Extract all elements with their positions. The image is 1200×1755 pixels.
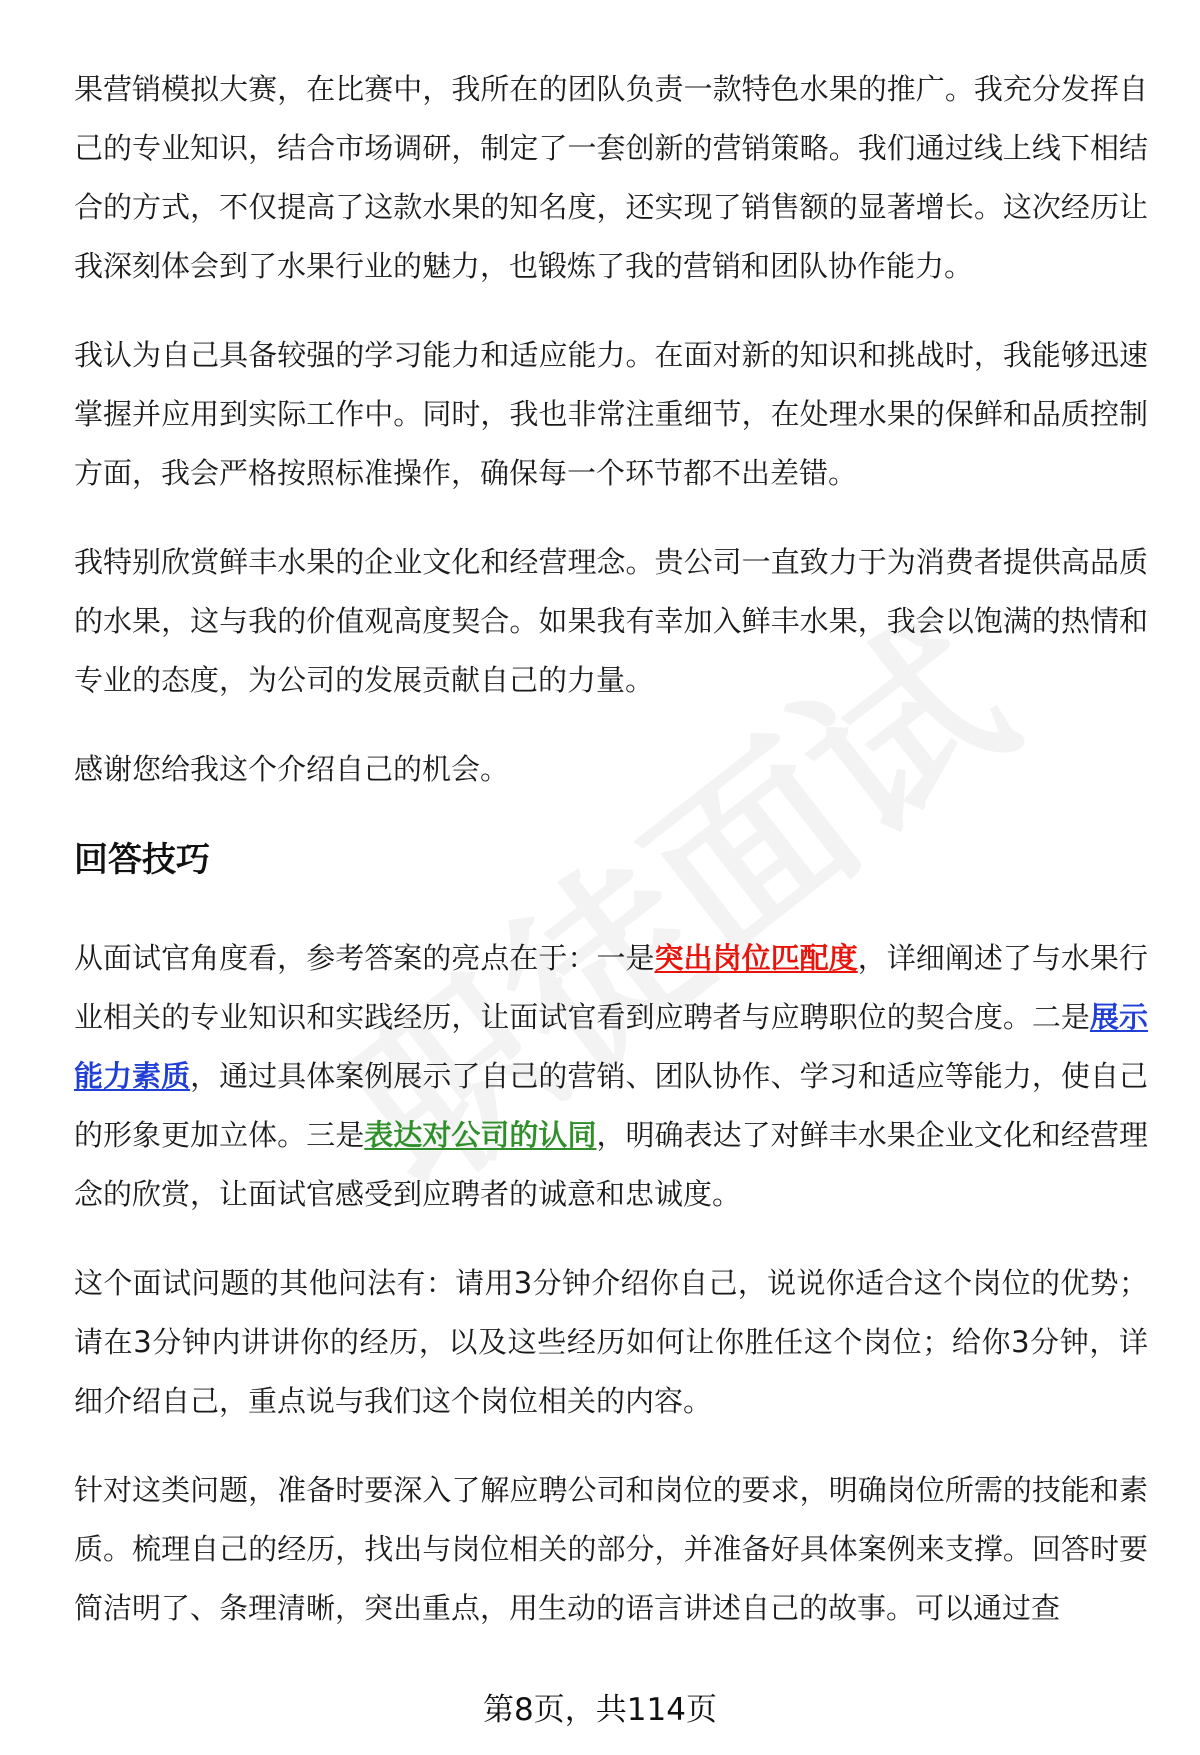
tips-text-4: ，明确表达了对鲜丰水果企业文化和经营理念的欣赏，让面试官感受到应聘者的诚意和忠诚度。 [74,1118,1148,1211]
document-page [74,60,1148,1638]
section-heading: 回答技巧 [74,840,210,880]
paragraph-preparation: 针对这类问题，准备时要深入了解应聘公司和岗位的要求，明确岗位所需的技能和素质。梳理自己的经历，找出与岗位相关的部分，并准备好具体案例来支撑。回答时要简洁明了、条理清晰，突出重点，用生动的语言讲述自己的故事。可以通过查 [74,1473,1148,1625]
highlight-company-recognition: 表达对公司的认同 [364,1118,597,1152]
paragraph-other-questions: 这个面试问题的其他问法有：请用3分钟介绍你自己，说说你适合这个岗位的优势；请在3分钟内讲讲你的经历，以及这些经历如何让你胜任这个岗位；给你3分钟，详细介绍自己，重点说与我们这个岗位相关的内容。 [74,1266,1148,1418]
paragraph-thanks: 感谢您给我这个介绍自己的机会。 [74,752,510,786]
highlight-job-match: 突出岗位匹配度 [654,941,858,975]
paragraph-competition: 果营销模拟大赛，在比赛中，我所在的团队负责一款特色水果的推广。我充分发挥自己的专业知识，结合市场调研，制定了一套创新的营销策略。我们通过线上线下相结合的方式，不仅提高了这款水果的知名度，还实现了销售额的显著增长。这次经历让我深刻体会到了水果行业的魅力，也锻炼了我的营销和团队协作能力。 [74,72,1148,283]
paragraph-company-culture: 我特别欣赏鲜丰水果的企业文化和经营理念。贵公司一直致力于为消费者提供高品质的水果，这与我的价值观高度契合。如果我有幸加入鲜丰水果，我会以饱满的热情和专业的态度，为公司的发展贡献自己的力量。 [74,545,1148,697]
tips-text-2: ，详细阐述了与水果行业相关的专业知识和实践经历，让面试官看到应聘者与应聘职位的契合度。二是 [74,941,1148,1034]
paragraph-tips [74,929,1148,1224]
tips-text-1: 从面试官角度看，参考答案的亮点在于：一是 [74,941,655,975]
paragraph-learning-ability: 我认为自己具备较强的学习能力和适应能力。在面对新的知识和挑战时，我能够迅速掌握并应用到实际工作中。同时，我也非常注重细节，在处理水果的保鲜和品质控制方面，我会严格按照标准操作，确保每一个环节都不出差错。 [74,338,1148,490]
highlight-abilities: 展示能力素质 [74,1000,1148,1093]
page-number-footer: 第8页，共114页 [483,1692,717,1728]
tips-text-3: ，通过具体案例展示了自己的营销、团队协作、学习和适应等能力，使自己的形象更加立体。三是 [74,1059,1148,1152]
